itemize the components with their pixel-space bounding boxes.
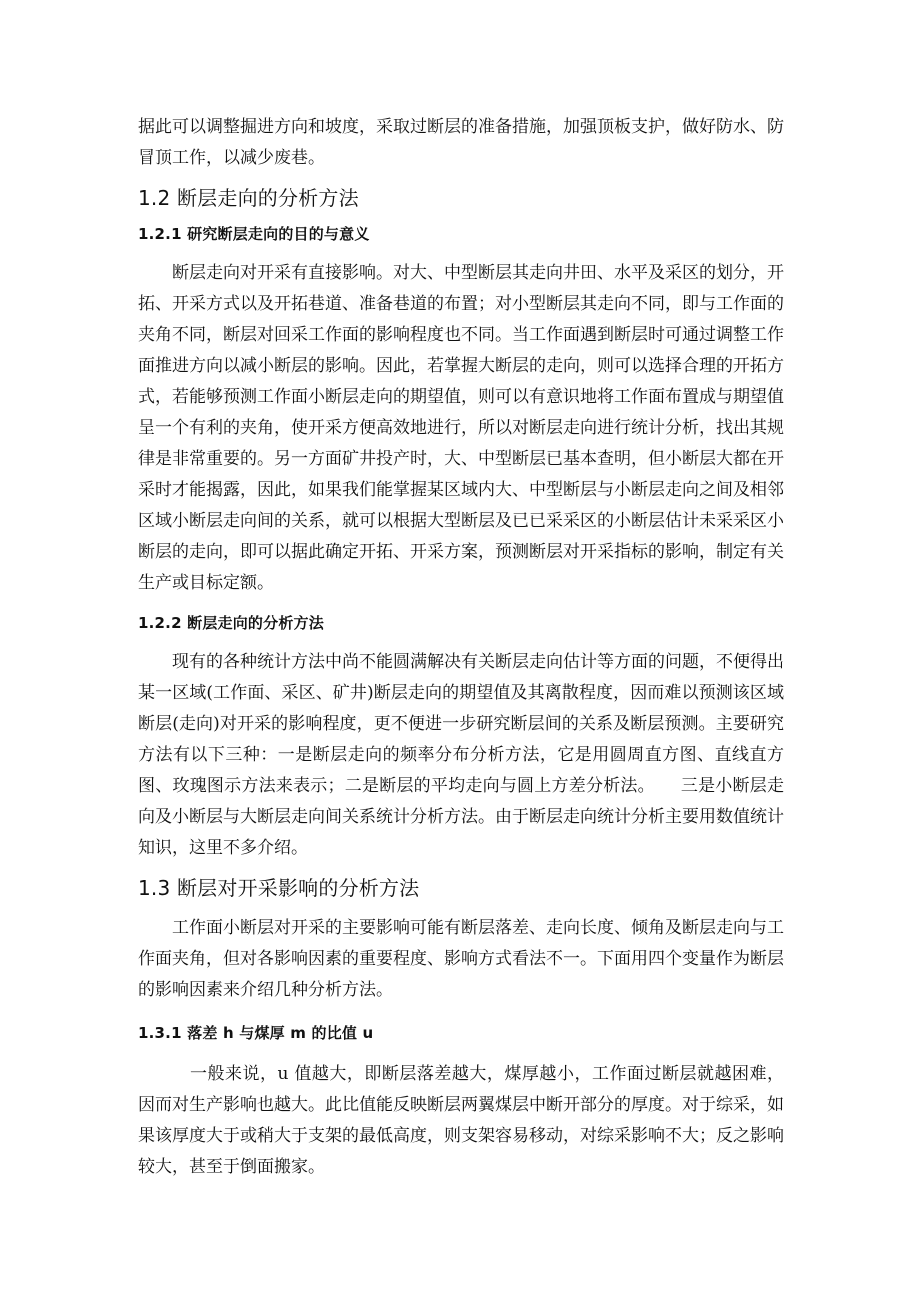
section-heading-1-2: 1.2 断层走向的分析方法 (138, 186, 359, 210)
intro-paragraph: 据此可以调整掘进方向和坡度，采取过断层的准备措施，加强顶板支护，做好防水、防冒顶工作，以减少废巷。 (138, 117, 784, 168)
paragraph-1-3: 工作面小断层对开采的主要影响可能有断层落差、走向长度、倾角及断层走向与工作面夹角，但对各影响因素的重要程度、影响方式看法不一。下面用四个变量作为断层的影响因素来介绍几种分析方法。 (138, 918, 784, 1000)
paragraph-1-2-2: 现有的各种统计方法中尚不能圆满解决有关断层走向估计等方面的问题，不便得出某一区域(工作面、采区、矿井)断层走向的期望值及其离散程度，因而难以预测该区域断层(走向)对开采的影响程度，更不便进一步研究断层间的关系及断层预测。主要研究方法有以下三种：一是断层走向的频率分布分析方法，它是用圆周直方图、直线直方图、玫瑰图示方法来表示；二是断层的平均走向与圆上方差分析法。 三是小断层走向及小断层与大断层走向间关系统计分析方法。由于断层走向统计分析主要用数值统计知识，这里不多介绍。 (138, 652, 784, 858)
section-heading-1-3: 1.3 断层对开采影响的分析方法 (138, 876, 420, 900)
paragraph-1-2-1: 断层走向对开采有直接影响。对大、中型断层其走向井田、水平及采区的划分，开拓、开采方式以及开拓巷道、准备巷道的布置；对小型断层其走向不同，即与工作面的夹角不同，断层对回采工作面的影响程度也不同。当工作面遇到断层时可通过调整工作面推进方向以减小断层的影响。因此，若掌握大断层的走向，则可以选择合理的开拓方式，若能够预测工作面小断层走向的期望值，则可以有意识地将工作面布置成与期望值呈一个有利的夹角，使开采方便高效地进行，所以对断层走向进行统计分析，找出其规律是非常重要的。另一方面矿井投产时，大、中型断层已基本查明，但小断层大都在开采时才能揭露，因此，如果我们能掌握某区域内大、中型断层与小断层走向之间及相邻区域小断层走向间的关系，就可以根据大型断层及已已采采区的小断层估计未采采区小断层的走向，即可以据此确定开拓、开采方案，预测断层对开采指标的影响，制定有关生产或目标定额。 (138, 263, 784, 593)
subsection-heading-1-3-1: 1.3.1 落差 h 与煤厚 m 的比值 u (138, 1024, 374, 1042)
subsection-heading-1-2-1: 1.2.1 研究断层走向的目的与意义 (138, 225, 370, 243)
subsection-heading-1-2-2: 1.2.2 断层走向的分析方法 (138, 614, 324, 632)
document-body (138, 112, 784, 1183)
paragraph-1-3-1: 一般来说，u 值越大，即断层落差越大，煤厚越小，工作面过断层就越困难，因而对生产影响也越大。此比值能反映断层两翼煤层中断开部分的厚度。对于综采，如果该厚度大于或稍大于支架的最低高度，则支架容易移动，对综采影响不大；反之影响较大，甚至于倒面搬家。 (138, 1064, 784, 1177)
